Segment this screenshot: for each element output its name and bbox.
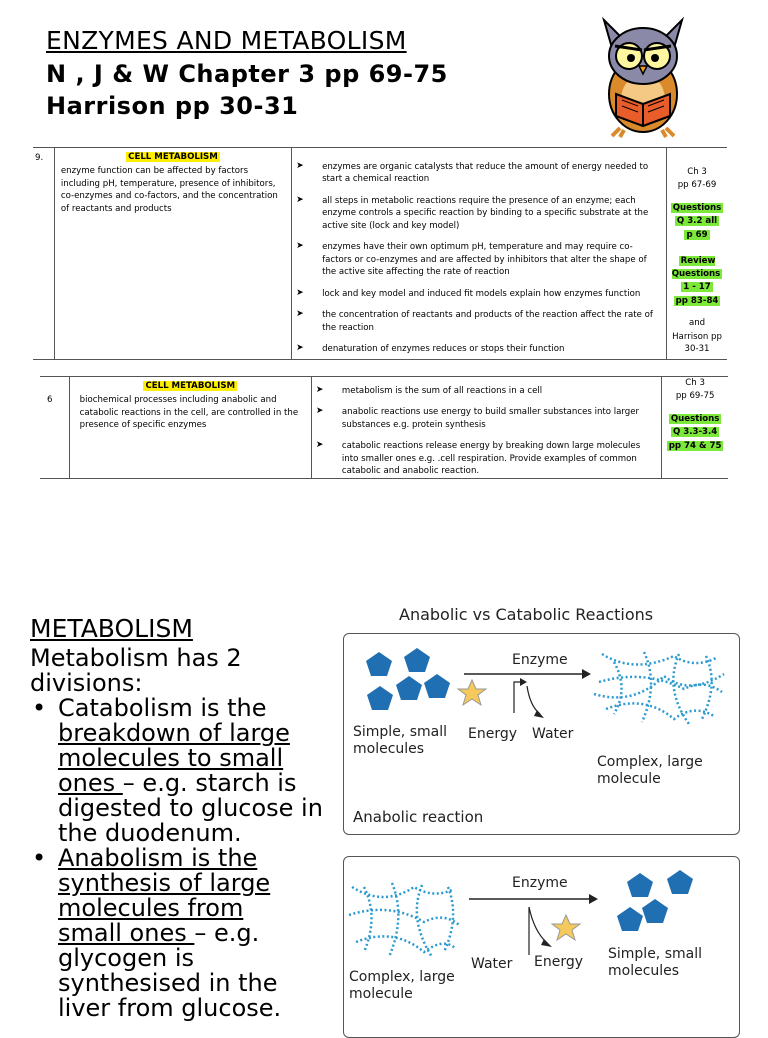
list-item: ➤ denaturation of enzymes reduces or stops their function [296, 342, 565, 354]
row-number: 6 [40, 377, 69, 479]
list-item: ➤ metabolism is the sum of all reactions in a cell [315, 385, 543, 396]
questions-label: Questions [672, 202, 722, 213]
metabolism-intro: Metabolism has 2 divisions: [30, 644, 242, 697]
metabolism-text [30, 646, 330, 1021]
list-item: ➤ enzymes are organic catalysts that reduce the amount of energy needed to start a chemical reaction [296, 161, 649, 185]
energy-star-icon [552, 915, 580, 940]
simple-molecules-label: Simple, small molecules [608, 946, 702, 979]
list-item: ➤ lock and key model and induced fit models explain how enzymes function [296, 287, 641, 299]
syllabus-table-enzymes [33, 147, 727, 360]
list-item: ➤ the concentration of reactants and products of the reaction affect the rate of the reaction [296, 309, 653, 333]
energy-label: Energy [468, 726, 518, 742]
topic-cell [54, 148, 291, 360]
review-questions-label: Review Questions [671, 256, 721, 279]
row-number: 9. [33, 148, 54, 360]
enzyme-label: Enzyme [512, 875, 568, 891]
syllabus-table-metabolism [40, 376, 728, 479]
references-cell: Ch 3 pp 67-69 Questions Q 3.2 all p 69 Review Questions 1 - 17 pp 83-84 and Harrison pp 30-31 [667, 148, 727, 360]
topic-description: biochemical processes including anabolic and catabolic reactions in the cell, are controlled in the presence of specific enzymes [79, 395, 299, 431]
anabolic-reaction-box [343, 633, 740, 835]
topic-heading: CELL METABOLISM [145, 381, 236, 391]
complex-molecule-label: Complex, large molecule [349, 969, 455, 1002]
list-item: ➤ enzymes have their own optimum pH, temperature and may require co-factors or co-enzymes and are affected by inhibitors that alter the shape of the active site affecting the rate of reaction [296, 241, 647, 278]
points-cell [311, 377, 661, 479]
chapter-reference: N , J & W Chapter 3 pp 69-75 [46, 60, 448, 88]
complex-molecule-icon [594, 652, 724, 724]
enzyme-label: Enzyme [512, 652, 568, 668]
topic-heading: CELL METABOLISM [128, 152, 218, 162]
simple-molecules-icon [366, 648, 450, 710]
complex-molecule-label: Complex, large molecule [597, 754, 703, 787]
catabolic-reaction-box [343, 856, 740, 1038]
questions-label: Questions [670, 413, 720, 424]
list-item: ➤ anabolic reactions use energy to build smaller substances into larger substances e.g. protein synthesis [315, 406, 640, 430]
harrison-reference: Harrison pp 30-31 [46, 92, 299, 120]
complex-molecule-icon [349, 883, 459, 957]
list-item: ➤ all steps in metabolic reactions require the presence of an enzyme; each enzyme controls a specific reaction by binding to a specific substrate at the active site (lock and key model) [296, 194, 649, 231]
figure-title: Anabolic vs Catabolic Reactions [399, 605, 654, 624]
anabolism-bullet: • Anabolism is the synthesis of large molecules from small ones – e.g. glycogen is synthesised in the liver from glucose. [32, 844, 282, 1022]
topic-cell [69, 377, 311, 479]
simple-molecules-label: Simple, small molecules [353, 724, 447, 757]
catabolism-bullet: • Catabolism is the breakdown of large molecules to small ones – e.g. starch is digested to glucose in the duodenum. [32, 694, 323, 847]
topic-description: enzyme function can be affected by factors including pH, temperature, presence of inhibitors, co-enzymes and co-factors, and the concentration of reactants and products [60, 166, 278, 214]
water-label: Water [532, 726, 574, 742]
references-cell: Ch 3 pp 69-75 Questions Q 3.3-3.4 pp 74 & 75 [662, 377, 728, 479]
points-cell [292, 148, 667, 360]
metabolism-heading: METABOLISM [30, 614, 193, 643]
water-label: Water [471, 956, 513, 972]
anabolic-caption: Anabolic reaction [353, 808, 484, 826]
energy-star-icon [458, 680, 486, 705]
page-title: ENZYMES AND METABOLISM [46, 26, 407, 55]
simple-molecules-icon [617, 870, 693, 931]
owl-reading-icon [590, 12, 696, 138]
list-item: ➤ catabolic reactions release energy by breaking down large molecules into smaller ones e.g. .cell respiration. Provide examples of common catabolic and anabolic reaction. [315, 440, 641, 477]
energy-label: Energy [534, 954, 584, 970]
